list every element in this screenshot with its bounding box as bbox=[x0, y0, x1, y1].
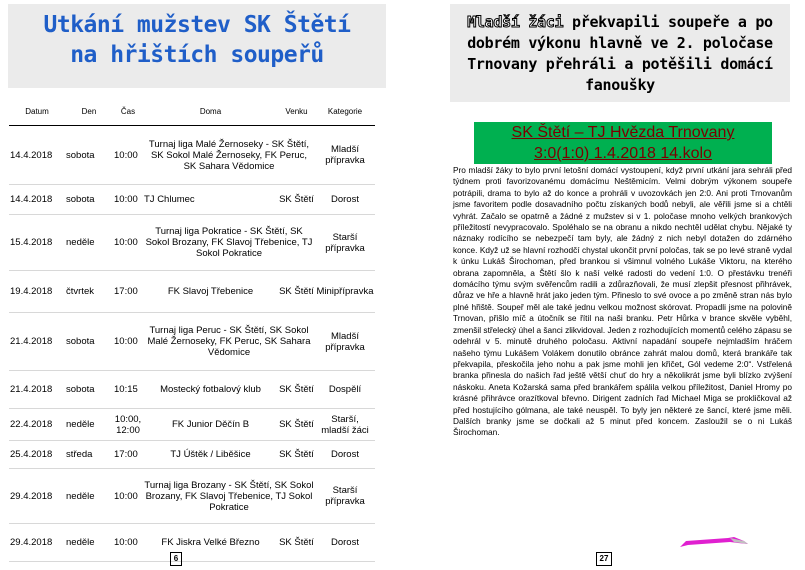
table-row bbox=[9, 371, 375, 409]
cell-time: 10:00 bbox=[114, 336, 138, 347]
cell-category: Mladší přípravka bbox=[325, 144, 365, 166]
header-home: Doma bbox=[143, 97, 278, 126]
page-number-left: 6 bbox=[170, 552, 182, 566]
cell-day: sobota bbox=[66, 149, 95, 161]
cell-day: čtvrtek bbox=[66, 286, 94, 297]
cell-day: sobota bbox=[66, 194, 95, 205]
table-row bbox=[9, 215, 375, 271]
cell-category: Dorost bbox=[331, 194, 359, 205]
cell-date: 15.4.2018 bbox=[10, 237, 53, 248]
away-matches-table bbox=[9, 97, 375, 562]
cell-category: Dorost bbox=[331, 449, 359, 460]
table-row bbox=[9, 524, 375, 562]
cell-time: 10:00 bbox=[114, 149, 138, 161]
cell-day: neděle bbox=[66, 237, 95, 248]
cell-time: 10:00 bbox=[114, 537, 138, 548]
table-row bbox=[9, 126, 375, 185]
cell-day: neděle bbox=[66, 490, 95, 502]
cell-home: Turnaj liga Malé Žernoseky - SK Štětí, SK Sokol Malé Žernoseky, FK Peruc, SK Sahara Vědomice bbox=[148, 138, 310, 172]
pen-icon bbox=[678, 536, 750, 550]
cell-time: 10:00 bbox=[114, 237, 138, 248]
cell-day: neděle bbox=[66, 419, 95, 430]
cell-category: Starší, mladší žáci bbox=[321, 413, 369, 436]
cell-date: 21.4.2018 bbox=[10, 384, 53, 395]
title-rest-text: překvapili soupeře a po dobrém výkonu hlavně ve 2. poločase Trnovany přehráli a potěšili domácí fanoušky bbox=[467, 13, 773, 94]
cell-date: 14.4.2018 bbox=[10, 194, 53, 205]
table-row bbox=[9, 469, 375, 524]
cell-away: SK Štětí bbox=[279, 419, 314, 430]
cell-time: 17:00 bbox=[114, 449, 138, 460]
left-title-box bbox=[8, 4, 386, 88]
match-teams: SK Štětí – TJ Hvězda Trnovany bbox=[511, 124, 735, 141]
cell-time: 10:00 bbox=[114, 490, 138, 502]
header-category: Kategorie bbox=[315, 97, 375, 126]
header-time: Čas bbox=[113, 97, 143, 126]
cell-away: SK Štětí bbox=[279, 384, 314, 395]
cell-home: FK Junior Děčín B bbox=[171, 419, 250, 430]
cell-home: Mostecký fotbalový klub bbox=[160, 384, 261, 395]
table-header-row bbox=[9, 97, 375, 126]
cell-time: 17:00 bbox=[114, 286, 138, 297]
title-outline-text: Mladší žáci bbox=[467, 13, 564, 31]
cell-home: FK Slavoj Třebenice bbox=[167, 286, 254, 297]
cell-away: SK Štětí bbox=[279, 449, 314, 460]
header-away: Venku bbox=[278, 97, 315, 126]
cell-day: sobota bbox=[66, 336, 95, 347]
left-title-line1: Utkání mužstev SK Štětí bbox=[43, 12, 351, 38]
cell-date: 21.4.2018 bbox=[10, 336, 53, 347]
cell-date: 29.4.2018 bbox=[10, 490, 53, 502]
cell-date: 19.4.2018 bbox=[10, 286, 53, 297]
cell-category: Dorost bbox=[331, 537, 359, 548]
cell-category: Dospělí bbox=[328, 384, 362, 395]
table-row bbox=[9, 409, 375, 441]
table-row bbox=[9, 313, 375, 371]
right-title-box bbox=[450, 4, 790, 102]
match-report-text: Pro mladší žáky to bylo první letošní domácí vystoupení, když první utkání jara sehráli před týdnem proti favorizovanému domácímu Neštěmicím. Velmi dobrým výkonem soupeře potrápili, drama to bylo až do konce a prohráli v uvozovkách jen 2:0. Ani proti Trnovanům jsme favoritem podle dosavadního počtu získaných bodů nebyli, ale věřili jsme si a chtěli vyhrát. Začalo se opatrně a žádné z mužstev si v 1. poločase mnoho velkých brankových příležitostí nevypracovalo. Spoléhalo se na obranu a nikdo nechtěl udělat chybu. Nějaké ty náznaky rodícího se nebezpečí tam byly, ale žádný z nich nebyl dotažen do zdárného konce. Když už se hlavní rozhodčí chystal ukončit první poločas, tak se po levé straně vydal k únku Lukáš Širochoman, před brankou si všimnul volného Lukáše Viktoru, na kterého obrana zapomněla, a Štětí šlo k naší velké radosti do vedení 1:0. O přestávku trenéři domácího týmu svým svěřencům radili a zdůrazňovali, že musí zlepšit přesnost přihrávek, důraz ve hře a hlavně hrát jako jeden tým. Přineslo to své ovoce a po změně stran nás bylo plné hřiště. Soupeř měl ale také jednu velkou možnost skórovat. Propadli jsme na polovině Trnovan, přišlo míč a útočník se řítil na naši branku. Petr Hůrka v brance skvěle vyběhl, zmenšil střelecký úhel a šanci zlikvidoval. Jeden z rozhodujících momentů celého zápasu se odehrál v 5. minutě druhého poločasu. Aktivní napadání soupeře nejmladším hráčem našeho týmu Lukášem Volákem donutilo obránce zahrát malou domů, která brankáře tak překvapila, přeskočila jeho nohu a pak jsme mohli jen křičet„ Gól vedeme 2:0“. Vstřelená branka přinesla do našich řad ještě větší chuť do hry a několikrát jsme byli blízko zvýšení náskoku. Aneta Kožarská sama před brankářem spálila velkou příležitost, Daniel Hromy po krásné přihrávce orazítkoval břevno. Dirigent zadních řad Michael Miga se prokličkoval až před hostujícího gólmana, ale také neuspěl. To byly jen některé ze šancí, které jsme měli. Dalších branky jsme se dočkali až 5 minut před koncem. Zasloužil se o ni Lukáš Širochoman. bbox=[453, 165, 792, 438]
cell-day: středa bbox=[66, 449, 93, 460]
cell-time: 10:00 bbox=[114, 194, 138, 205]
header-date: Datum bbox=[9, 97, 65, 126]
cell-home: Turnaj liga Brozany - SK Štětí, SK Sokol Brozany, FK Slavoj Třebenice, TJ Sokol Pokratice bbox=[144, 479, 314, 513]
cell-category: Minipřípravka bbox=[316, 286, 374, 297]
cell-date: 29.4.2018 bbox=[10, 537, 53, 548]
cell-category: Mladší přípravka bbox=[325, 330, 365, 353]
match-score: 3:0(1:0) 1.4.2018 14.kolo bbox=[534, 145, 712, 162]
cell-home: Turnaj liga Pokratice - SK Štětí, SK Sokol Brozany, FK Slavoj Třebenice, TJ Sokol Pokratice bbox=[145, 226, 313, 259]
cell-home: Turnaj liga Peruc - SK Štětí, SK Sokol Malé Žernoseky, FK Peruc, SK Sahara Vědomice bbox=[147, 325, 311, 358]
page-number-right: 27 bbox=[596, 552, 612, 566]
match-headline bbox=[474, 122, 772, 164]
cell-date: 14.4.2018 bbox=[10, 149, 53, 161]
cell-away: SK Štětí bbox=[279, 286, 314, 297]
cell-home: TJ Úštěk / Liběšice bbox=[170, 449, 251, 460]
table-row bbox=[9, 441, 375, 469]
header-day: Den bbox=[65, 97, 113, 126]
cell-time: 10:15 bbox=[114, 384, 138, 395]
cell-day: sobota bbox=[66, 384, 95, 395]
cell-date: 25.4.2018 bbox=[10, 449, 53, 460]
table-row bbox=[9, 185, 375, 215]
table-row bbox=[9, 271, 375, 313]
cell-day: neděle bbox=[66, 537, 95, 548]
cell-category: Starší přípravka bbox=[325, 485, 365, 507]
cell-time: 10:00, 12:00 bbox=[114, 413, 142, 436]
cell-category: Starší přípravka bbox=[325, 231, 365, 254]
cell-date: 22.4.2018 bbox=[10, 419, 53, 430]
cell-home: FK Jiskra Velké Březno bbox=[161, 537, 260, 548]
left-title-line2: na hřištích soupeřů bbox=[70, 42, 324, 68]
cell-away: SK Štětí bbox=[279, 537, 314, 548]
cell-away: SK Štětí bbox=[279, 194, 314, 205]
cell-home: TJ Chlumec bbox=[144, 194, 195, 205]
